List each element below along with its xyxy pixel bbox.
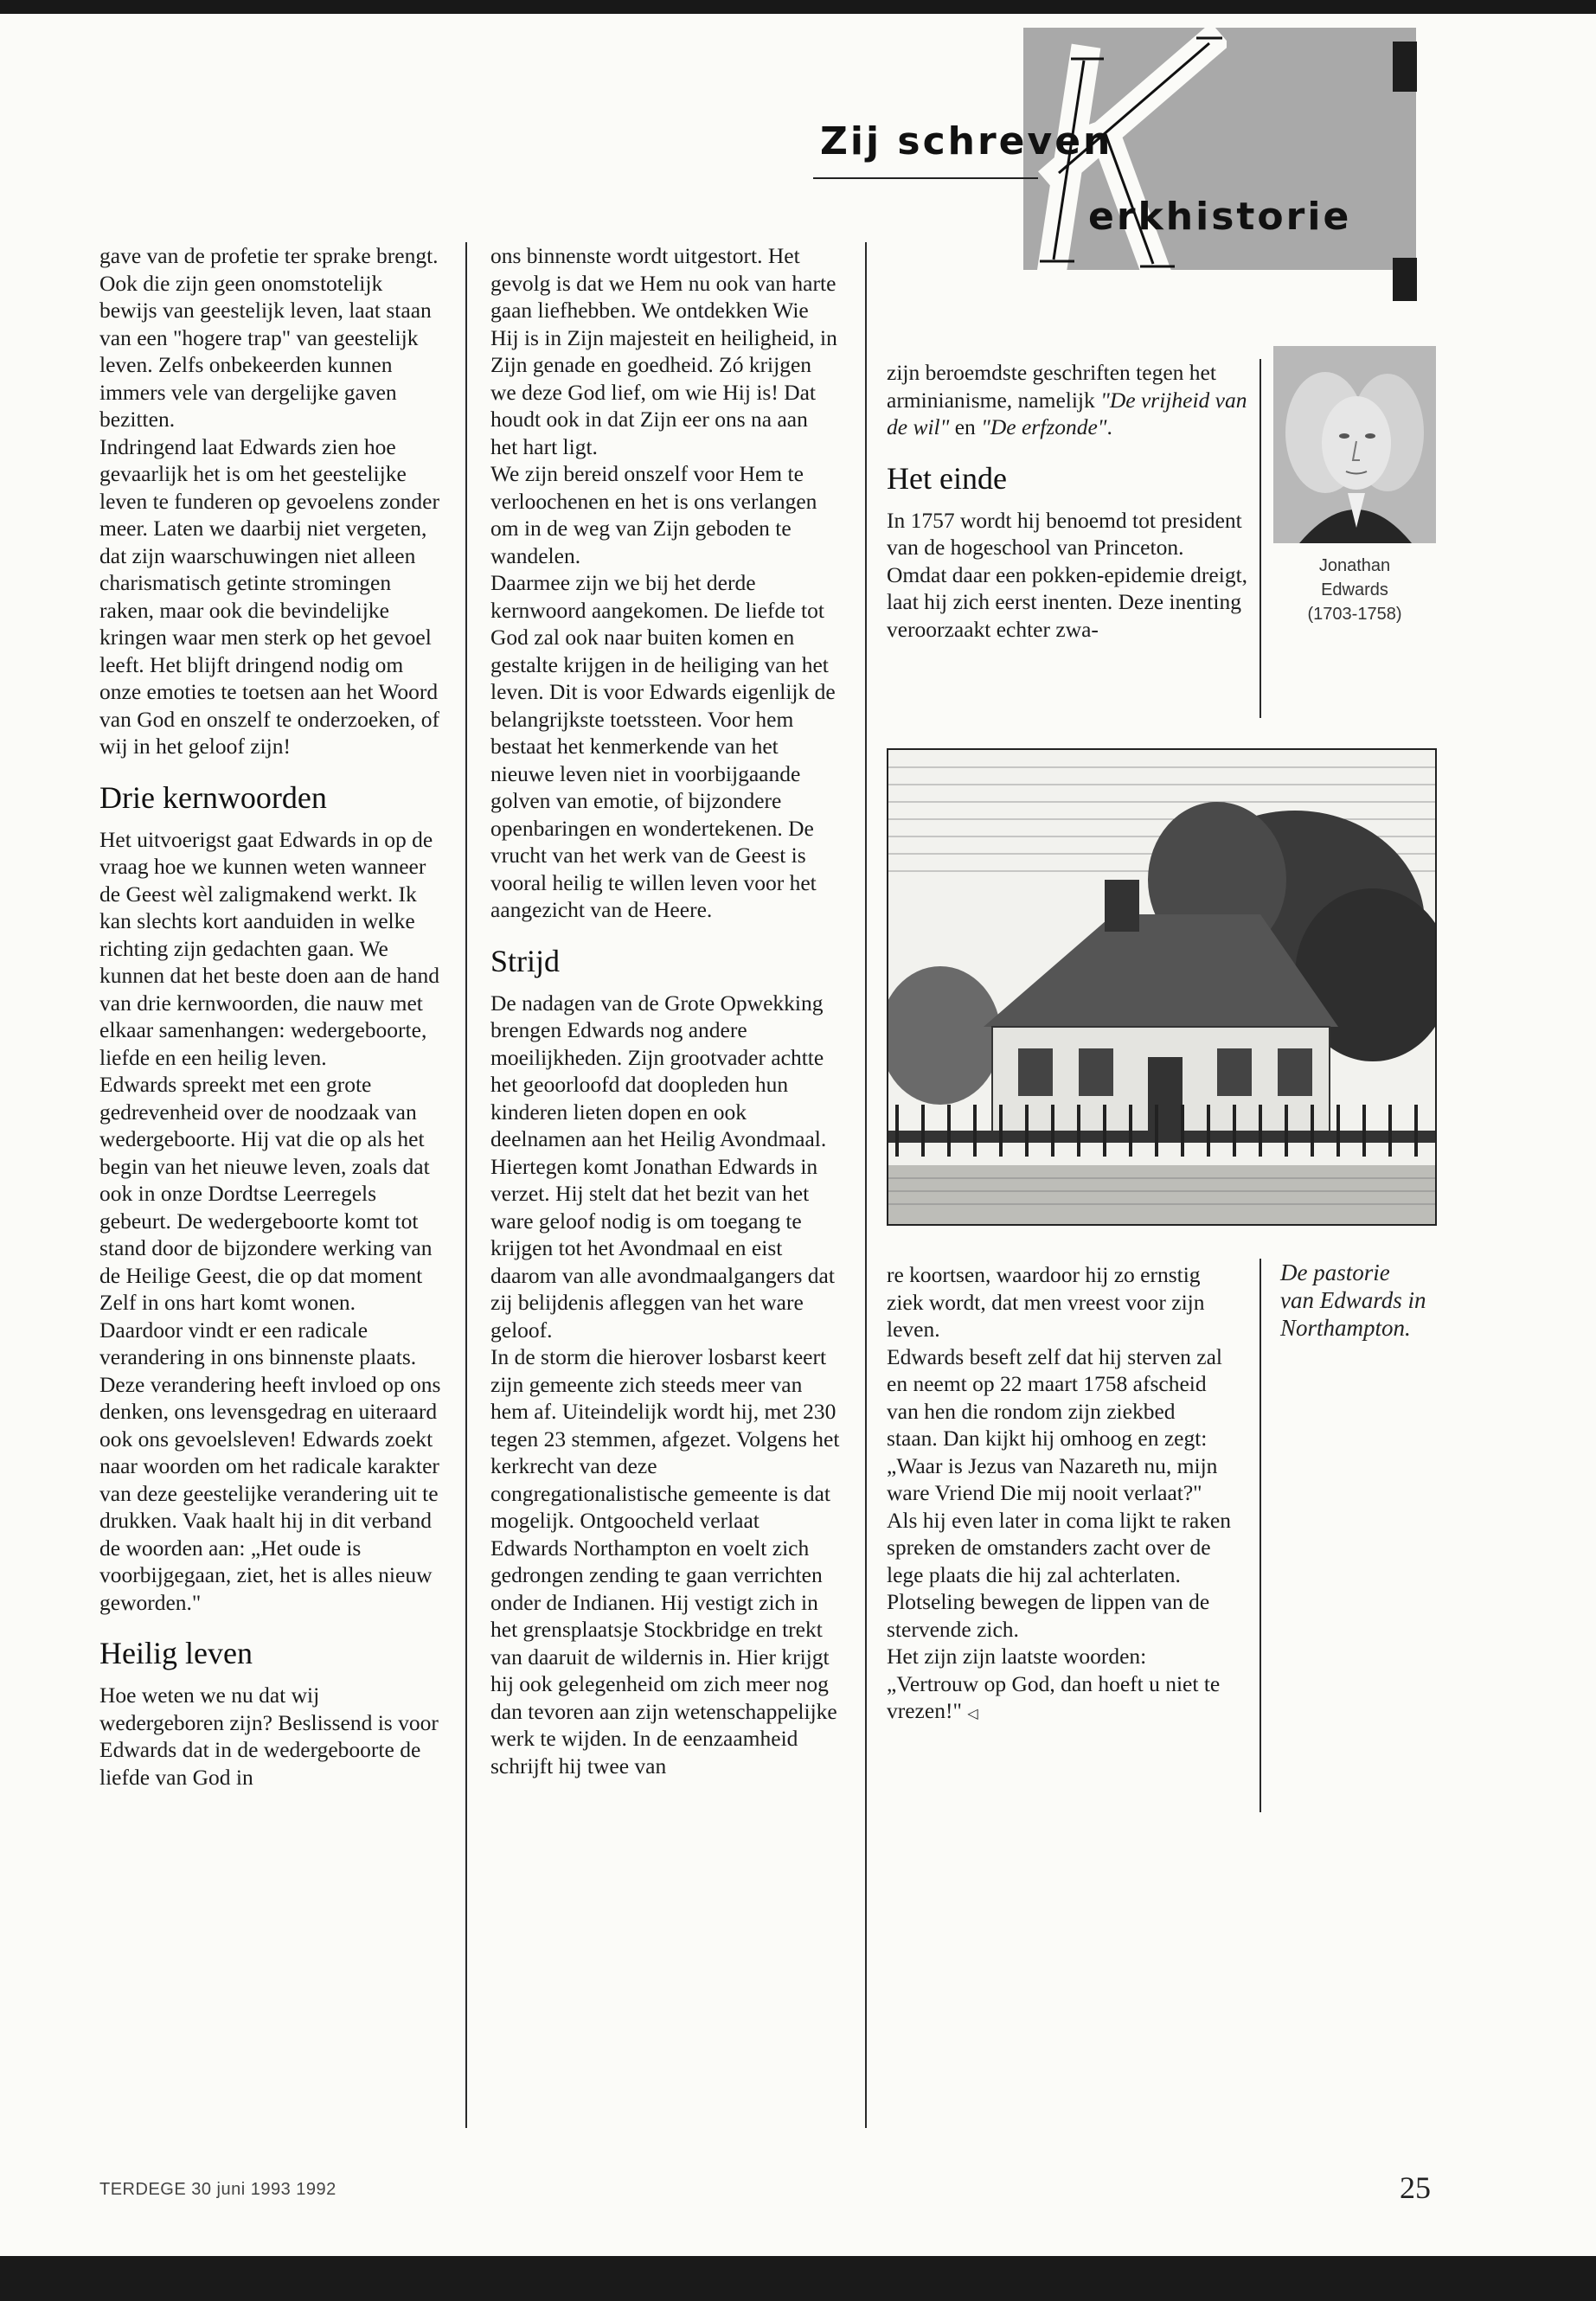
- column-divider: [1259, 359, 1261, 718]
- article-column-3: [887, 359, 1248, 643]
- header-black-tab-top: [1393, 42, 1417, 92]
- end-mark-icon: ◁: [967, 1707, 978, 1721]
- engraving-parsonage-northampton: [887, 748, 1437, 1226]
- paragraph: We zijn bereid onszelf voor Hem te verloochenen en het is ons verlangen om in de weg van Zijn geboden te wandelen.: [490, 461, 817, 568]
- top-border-bar: [0, 0, 1596, 14]
- paragraph: De nadagen van de Grote Opwekking brengen Edwards nog andere moeilijkheden. Zijn grootvader achtte het geoorloofd dat doopleden hun kinderen lieten dopen en ook deelnamen aan het Heilig Avondmaal. Hiertegen komt Jonathan Edwards in verzet. Hij stelt dat het bezit van het ware geloof nodig is om toegang te krijgen tot het Avondmaal en eist daarom van alle avondmaalgangers dat zij belijdenis afleggen van het ware geloof.: [490, 990, 835, 1343]
- section-heading-heilig-leven: Heilig leven: [99, 1636, 253, 1670]
- bottom-border-bar: [0, 2256, 1596, 2301]
- header-title-part2: erkhistorie: [1088, 195, 1352, 239]
- section-heading-drie-kernwoorden: Drie kernwoorden: [99, 779, 327, 815]
- paragraph: zijn beroemdste geschriften tegen het arminianisme, namelijk "De vrijheid van de wil" en "De erfzonde".: [887, 360, 1247, 439]
- paragraph: Hoe weten we nu dat wij wedergeboren zijn? Beslissend is voor Edwards dat in de wedergeboorte de liefde van God in: [99, 1682, 439, 1790]
- article-column-2: [490, 242, 840, 1779]
- portrait-caption: Jonathan Edwards (1703-1758): [1307, 556, 1402, 624]
- paragraph: re koortsen, waardoor hij zo ernstig ziek wordt, dat men vreest voor zijn leven.: [887, 1262, 1205, 1342]
- header-rule: [813, 177, 1038, 179]
- paragraph: Edwards beseft zelf dat hij sterven zal en neemt op 22 maart 1758 afscheid van hen die rondom zijn ziekbed staan. Dan kijkt hij omhoog en zegt: „Waar is Jezus van Nazareth nu, mijn ware Vriend Die mij nooit verlaat?" Als hij even later in coma lijkt te raken spreken de omstanders zacht over de lege plaats die hij zal achterlaten. Plotseling bewegen de lippen van de stervende zich.: [887, 1343, 1231, 1642]
- book-title-vrijheid: "De vrijheid van de wil": [887, 387, 1247, 439]
- column-divider: [865, 242, 867, 2128]
- column-divider: [1259, 1259, 1261, 1812]
- column-divider: [465, 242, 467, 2128]
- paragraph: Edwards spreekt met een grote gedrevenheid over de noodzaak van wedergeboorte. Hij vat die op als het begin van het nieuwe leven, zoals dat ook in onze Dordtse Leerregels gebeurt. De wedergeboorte komt tot stand door de bijzondere werking van de Heilige Geest, die op dat moment Zelf in ons hart komt wonen. Daardoor vindt er een radicale verandering in ons binnenste plaats. Deze verandering heeft invloed op ons denken, ons levensgedrag en uiteraard ook ons gevoelsleven! Edwards zoekt naar woorden om het radicale karakter van deze geestelijke verandering uit te drukken. Vaak haalt hij in dit verband de woorden aan: „Het oude is voorbijgegaan, ziet, het is alles nieuw geworden.": [99, 1072, 441, 1615]
- article-column-1: [99, 242, 444, 1791]
- paragraph: Het uitvoerigst gaat Edwards in op de vraag hoe we kunnen weten wanneer de Geest wèl zaligmakend werkt. Ik kan slechts kort aanduiden in welke richting zijn gedachten gaan. We kunnen dat het beste doen aan de hand van drie kernwoorden, die nauw met elkaar samenhangen: wedergeboorte, liefde en een heilig leven.: [99, 826, 439, 1070]
- paragraph: Daarmee zijn we bij het derde kernwoord aangekomen. De liefde tot God zal ook naar buiten komen en gestalte krijgen in de heiliging van het leven. Dit is voor Edwards eigenlijk de belangrijkste toetssteen. Voor hem bestaat het kenmerkende van het nieuwe leven niet in voorbijgaande golven van emotie, of bijzondere openbaringen en wondertekenen. De vrucht van het werk van de Geest is vooral heilig te willen leven voor het aangezicht van de Heere.: [490, 570, 836, 922]
- section-heading-strijd: Strijd: [490, 943, 561, 978]
- engraving-caption: De pastorie van Edwards in Northampton.: [1280, 1259, 1426, 1341]
- paragraph: Indringend laat Edwards zien hoe gevaarlijk het is om het geestelijke leven te funderen op gevoelens zonder meer. Laten we daarbij niet vergeten, dat zijn waarschuwingen niet alleen charismatisch getinte stromingen raken, maar ook die bevindelijke kringen waar men sterk op het gevoel leeft. Het blijft dringend nodig om onze emoties te toetsen aan het Woord van God en onszelf te onderzoeken, of wij in het geloof zijn!: [99, 433, 439, 759]
- footer-publication: TERDEGE 30 juni 1993 1992: [99, 2180, 337, 2199]
- paragraph: In de storm die hierover losbarst keert zijn gemeente zich steeds meer van hem af. Uiteindelijk wordt hij, met 230 tegen 23 stemmen, afgezet. Volgens het kerkrecht van deze congregationalistische gemeente is dat mogelijk. Ontgoocheld verlaat Edwards Northampton en voelt zich gedrongen zending te gaan verrichten onder de Indianen. Hij vestigt zich in het grensplaatsje Stockbridge en trekt van daaruit de wildernis in. Hier krijgt hij ook gelegenheid om zich meer nog dan tevoren aan zijn wetenschappelijke werk te wijden. In de eenzaamheid schrijft hij twee van: [490, 1344, 840, 1779]
- header-black-tab-bottom: [1393, 258, 1417, 301]
- paragraph: Het zijn zijn laatste woorden: „Vertrouw op God, dan hoeft u niet te vrezen!" ◁: [887, 1644, 1221, 1723]
- article-column-4: [887, 1261, 1231, 1728]
- paragraph: ons binnenste wordt uitgestort. Het gevolg is dat we Hem nu ook van harte gaan liefhebben. We ontdekken Wie Hij is in Zijn majesteit en heiligheid, in Zijn genade en goedheid. Zó krijgen we deze God lief, om wie Hij is! Dat houdt ook in dat Zijn eer ons na aan het hart ligt.: [490, 243, 837, 459]
- header-title-part1: Zij schreven: [820, 119, 1113, 163]
- section-heading-het-einde: Het einde: [887, 460, 1007, 496]
- portrait-jonathan-edwards: [1273, 346, 1436, 543]
- page-number: 25: [1400, 2170, 1431, 2205]
- paragraph: gave van de profetie ter sprake brengt. Ook die zijn geen onomstotelijk bewijs van geestelijk leven, laat staan van een "hogere trap" van geestelijk leven. Zelfs onbekeerden kunnen immers vele van dergelijke gaven bezitten.: [99, 243, 439, 432]
- book-title-erfzonde: "De erfzonde": [981, 414, 1107, 439]
- paragraph: In 1757 wordt hij benoemd tot president van de hogeschool van Princeton. Omdat daar een pokken-epidemie dreigt, laat hij zich eerst inenten. Deze inenting veroorzaakt echter zwa-: [887, 507, 1248, 642]
